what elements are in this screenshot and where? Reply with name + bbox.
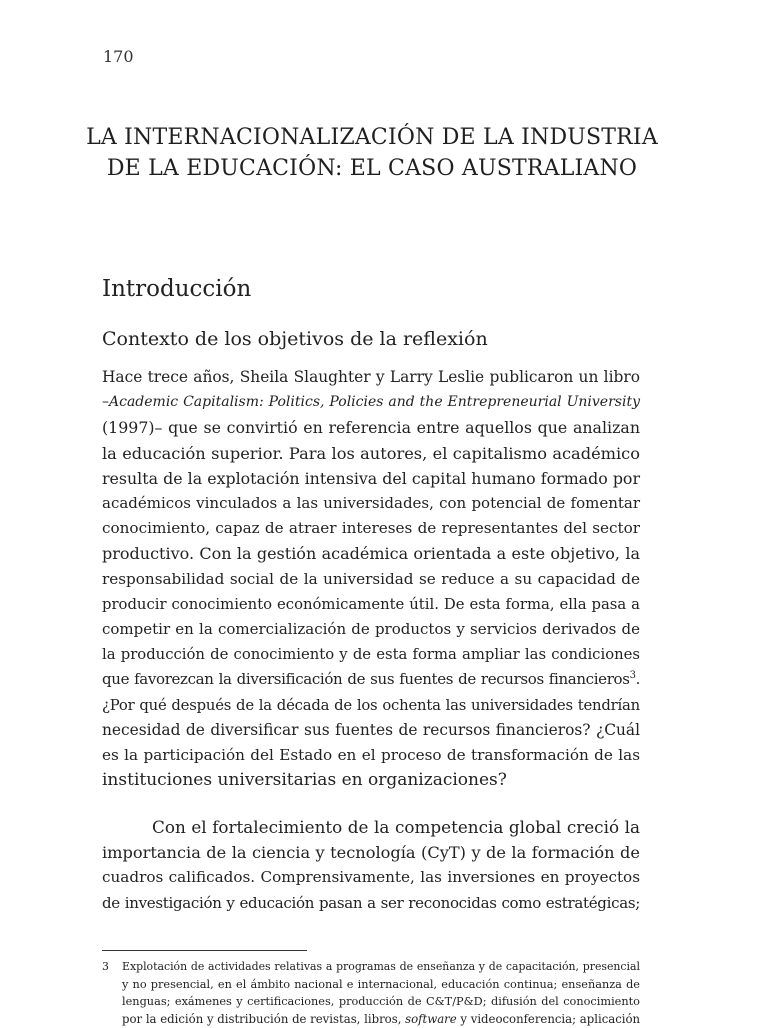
paragraph-line: Con el fortalecimiento de la competencia global creció la (102, 815, 640, 840)
paragraph-line: académicos vinculados a las universidades, con potencial de fomentar (102, 491, 640, 516)
paragraph-line: cuadros calificados. Comprensivamente, las inversiones en proyectos (102, 865, 640, 890)
paragraph-line: la educación superior. Para los autores, el capitalismo académico (102, 441, 640, 466)
footnote-line (102, 958, 640, 976)
paragraph-1 (102, 365, 640, 793)
paragraph-line: es la participación del Estado en el proceso de transformación de las (102, 743, 640, 768)
footnote-line (102, 1011, 640, 1028)
paragraph-line: ¿Por qué después de la década de los ochenta las universidades tendrían (102, 693, 640, 718)
paragraph-line: necesidad de diversificar sus fuentes de recursos financieros? ¿Cuál (102, 718, 640, 743)
paragraph-line (102, 390, 640, 415)
paragraph-2 (102, 815, 640, 916)
chapter-title-line-1: LA INTERNACIONALIZACIÓN DE LA INDUSTRIA (80, 122, 664, 153)
footnote-text: y videoconferencia; aplicación (457, 1012, 640, 1026)
paragraph-line: importancia de la ciencia y tecnología (CyT) y de la formación de (102, 840, 640, 865)
paragraph-line: competir en la comercialización de productos y servicios derivados de (102, 617, 640, 642)
footnote-line: y no presencial, en el ámbito nacional e internacional, educación continua; enseñanza de (102, 976, 640, 994)
chapter-title-line-2: DE LA EDUCACIÓN: EL CASO AUSTRALIANO (80, 153, 664, 184)
paragraph-line: de investigación y educación pasan a ser reconocidas como estratégicas; (102, 891, 640, 916)
line-text: que favorezcan la diversificación de sus fuentes de recursos financieros (102, 670, 630, 688)
chapter-title (80, 122, 664, 184)
footnote-divider (102, 950, 307, 951)
paragraph-line: Hace trece años, Sheila Slaughter y Larry Leslie publicaron un libro (102, 365, 640, 390)
footnote-text: por la edición y distribución de revistas, libros, (122, 1012, 405, 1026)
dash: – (102, 394, 109, 410)
paragraph-line: instituciones universitarias en organizaciones? (102, 768, 640, 793)
footnote-text: Explotación de actividades relativas a programas de enseñanza y de capacitación, presencial (122, 960, 640, 973)
footnote-line: lenguas; exámenes y certificaciones, producción de C&T/P&D; difusión del conocimiento (102, 993, 640, 1011)
paragraph-line: conocimiento, capaz de atraer intereses de representantes del sector (102, 516, 640, 541)
paragraph-line: (1997)– que se convirtió en referencia entre aquellos que analizan (102, 415, 640, 440)
paragraph-line: responsabilidad social de la universidad se reduce a su capacidad de (102, 567, 640, 592)
paragraph-line: productivo. Con la gestión académica orientada a este objetivo, la (102, 541, 640, 566)
subsection-heading: Contexto de los objetivos de la reflexión (102, 328, 488, 350)
paragraph-line: resulta de la explotación intensiva del capital humano formado por (102, 466, 640, 491)
footnote-number: 3 (102, 958, 122, 976)
footnote-italic: software (405, 1012, 457, 1026)
footnote (102, 958, 640, 1028)
footnote-ref: 3 (630, 670, 636, 681)
paragraph-line: la producción de conocimiento y de esta forma ampliar las condiciones (102, 642, 640, 667)
book-title: Academic Capitalism: Politics, Policies and the Entrepreneurial University (109, 394, 640, 410)
paragraph-line (102, 667, 640, 692)
section-heading: Introducción (102, 276, 251, 302)
page-number: 170 (103, 47, 134, 66)
period: . (636, 670, 640, 688)
paragraph-line: producir conocimiento económicamente útil. De esta forma, ella pasa a (102, 592, 640, 617)
